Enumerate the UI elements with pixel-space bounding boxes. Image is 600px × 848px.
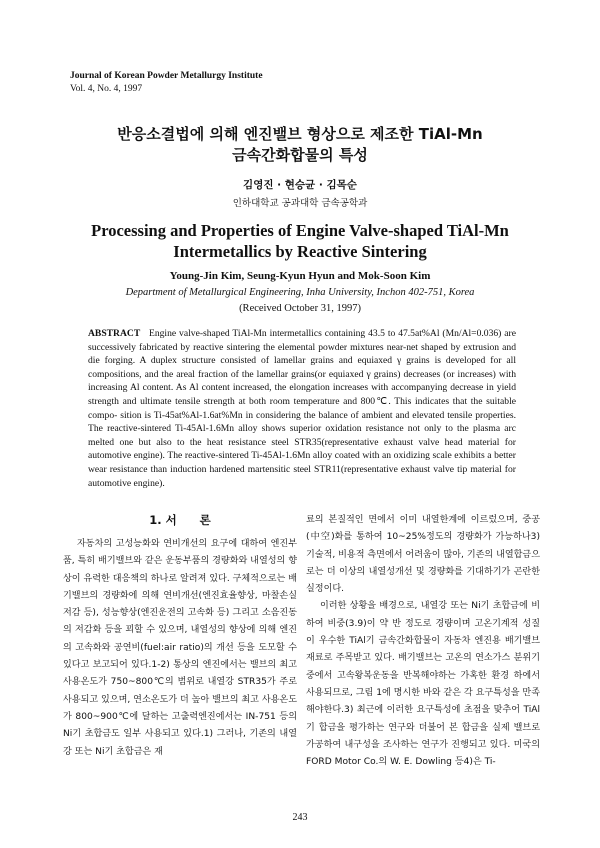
received-date: (Received October 31, 1997) — [239, 303, 361, 314]
english-title-line1: Processing and Properties of Engine Valve-shaped TiAl-Mn — [91, 221, 509, 240]
left-column — [63, 512, 297, 761]
abstract-label: ABSTRACT — [88, 328, 141, 339]
section-heading: 1. 서 론 — [149, 513, 211, 527]
korean-title — [0, 124, 600, 166]
english-authors: Young-Jin Kim, Seung-Kyun Hyun and Mok-Soon Kim — [169, 270, 431, 282]
page-number: 243 — [292, 812, 308, 823]
abstract — [88, 327, 516, 490]
journal-header — [70, 70, 263, 96]
abstract-text: Engine valve-shaped TiAl-Mn intermetallics containing 43.5 to 47.5at%Al (Mn/Al=0.036) are successively fabricated by reactive sintering the elemental powder mixtures near-net shaped by extrusion and die forging. A duplex structure consisted of lamellar grains and equiaxed γ grains is developed for all compositions, and the areal fraction of the lamellar grains(or equiaxed γ grains) decreases (or increases) with increasing Al content. As Al content increased, the elongation increases with accompanying decrease in yield strength and ultimate tensile strength at both room temperature and 800℃. This indicates that the suitable compo- sition is Ti-45at%Al-1.6at%Mn in considering the balance of ambient and elevated tensile properties. The reactive-sintered Ti-45Al-1.6Mn alloy shows superior oxidation resistance not only to the plasma arc melted one but also to the heat resistance steel STR35(representative exhaust valve head material for automotive engine). The reactive-sintered Ti-45Al-1.6Mn alloy coated with an oxidizing scale exhibits a better wear resistance than induction hardened martensitic steel STR11(representative exhaust valve tip material for automotive engine). — [88, 328, 516, 489]
korean-affiliation: 인하대학교 공과대학 금속공학과 — [232, 198, 368, 209]
intro-paragraph-1: 자동차의 고성능화와 연비개선의 요구에 대하여 엔진부품, 특히 배기밸브와 같은 운동부품의 경량화와 내열성의 향상이 유력한 대응책의 하나로 알려져 있다. 구체적으로는 배기밸브의 경량화에 의해 연비개선(엔진효율향상, 마찰손실저감 등), 성능향상(엔진운전의 고속화 등) 그리고 소음진동의 저감화 등을 꾀할 수 있으며, 내열성의 향상에 의해 엔진의 고속화와 공연비(fuel:air ratio)의 개선 등을 도모할 수 있다고 보고되어 있다.1-2) 통상의 엔진에서는 밸브의 최고 사용온도가 750~800℃의 범위로 내열강 STR35가 주로 사용되고 있으며, 연소온도가 더 높아 밸브의 최고 사용온도가 800~900℃에 달하는 고출력엔진에서는 IN-751 등의 Ni기 초합금도 일부 사용되고 있다.1) 그러나, 기존의 내열강 또는 Ni기 초합금은 재 — [63, 539, 297, 757]
intro-paragraph-2: 이러한 상황을 배경으로, 내열강 또는 Ni기 초합금에 비하여 비중(3.9)이 약 반 정도로 경량이며 고온기계적 성질이 우수한 TiAl기 금속간화합물이 자동차 엔진용 배기밸브 재료로 주목받고 있다. 배기밸브는 고온의 연소가스 분위기 중에서 고속왕복운동을 반복해야하는 가혹한 환경 하에서 사용되므로, 그림 1에 명시한 바와 같은 각 요구특성을 만족해야한다.3) 최근에 이러한 요구특성에 초점을 맞추어 TiAl기 합금을 평가하는 연구와 더불어 본 합금을 실제 밸브로 가공하여 내구성을 조사하는 연구가 진행되고 있다. 미국의 FORD Motor Co.의 W. E. Dowling 등4)은 Ti- — [306, 601, 540, 768]
english-title-line2: Intermetallics by Reactive Sintering — [173, 242, 427, 261]
journal-volume: Vol. 4, No. 4, 1997 — [70, 84, 143, 94]
right-column — [306, 512, 540, 771]
korean-title-line2: 금속간화합물의 특성 — [232, 146, 368, 164]
korean-authors: 김영진 · 현승균 · 김목순 — [243, 179, 357, 191]
journal-name: Journal of Korean Powder Metallurgy Institute — [70, 71, 263, 81]
english-affiliation: Department of Metallurgical Engineering, Inha University, Inchon 402-751, Korea — [125, 287, 475, 298]
english-title — [0, 220, 600, 262]
intro-paragraph-1-cont: 료의 본질적인 면에서 이미 내열한계에 이르렀으며, 중공(中空)화를 통하여 10~25%정도의 경량화가 가능하나3) 기술적, 비용적 측면에서 어려움이 많아, 기존의 내열합금으로는 더 이상의 내열성개선 및 경량화를 기대하기가 곤란한 실정이다. — [306, 515, 540, 595]
korean-title-line1: 반응소결법에 의해 엔진밸브 형상으로 제조한 TiAl-Mn — [117, 125, 483, 143]
